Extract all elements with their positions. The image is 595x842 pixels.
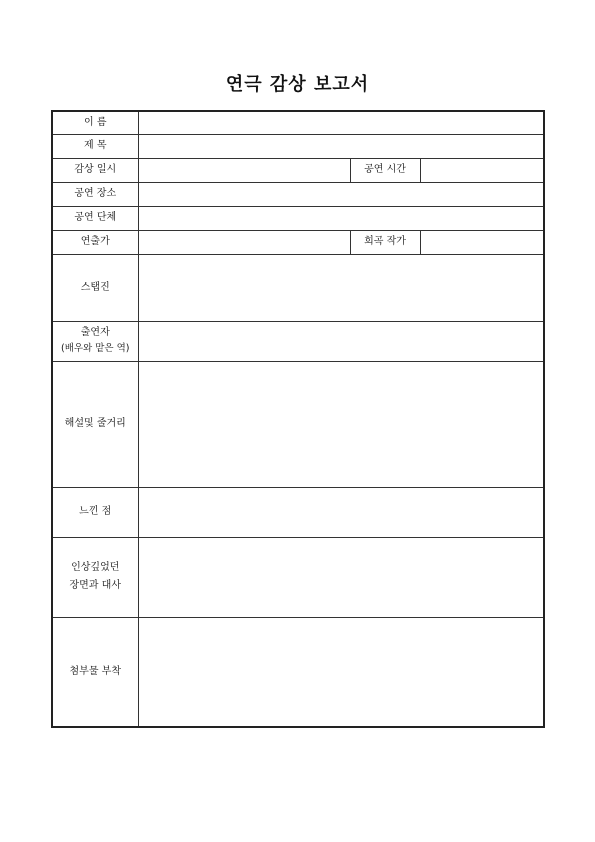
date-label: 감상 일시 xyxy=(52,158,138,182)
staff-field[interactable] xyxy=(138,254,544,321)
attachments-field[interactable] xyxy=(138,617,544,727)
synopsis-field[interactable] xyxy=(138,361,544,487)
subject-label: 제 목 xyxy=(52,134,138,158)
director-field[interactable] xyxy=(138,230,350,254)
scenes-label-line2: 장면과 대사 xyxy=(69,580,121,591)
scenes-label xyxy=(52,537,138,617)
director-label: 연출가 xyxy=(52,230,138,254)
venue-label: 공연 장소 xyxy=(52,182,138,206)
scenes-label-line1: 인상깊었던 xyxy=(71,562,120,573)
playwright-label: 희곡 작가 xyxy=(350,230,420,254)
cast-label xyxy=(52,321,138,361)
name-field[interactable] xyxy=(138,111,544,134)
cast-label-line1: 출연자 xyxy=(80,327,110,338)
scenes-field[interactable] xyxy=(138,537,544,617)
playwright-field[interactable] xyxy=(420,230,544,254)
date-field[interactable] xyxy=(138,158,350,182)
report-form xyxy=(51,110,545,728)
cast-field[interactable] xyxy=(138,321,544,361)
venue-field[interactable] xyxy=(138,182,544,206)
company-label: 공연 단체 xyxy=(52,206,138,230)
showtime-field[interactable] xyxy=(420,158,544,182)
attachments-label: 첨부물 부착 xyxy=(52,617,138,727)
subject-field[interactable] xyxy=(138,134,544,158)
name-label: 이 름 xyxy=(52,111,138,134)
impressions-field[interactable] xyxy=(138,487,544,537)
impressions-label: 느낀 점 xyxy=(52,487,138,537)
showtime-label: 공연 시간 xyxy=(350,158,420,182)
cast-label-line2: (배우와 맡은 역) xyxy=(60,343,130,354)
synopsis-label: 해설및 줄거리 xyxy=(52,361,138,487)
staff-label: 스탭진 xyxy=(52,254,138,321)
company-field[interactable] xyxy=(138,206,544,230)
document-title: 연극 감상 보고서 xyxy=(225,74,370,95)
